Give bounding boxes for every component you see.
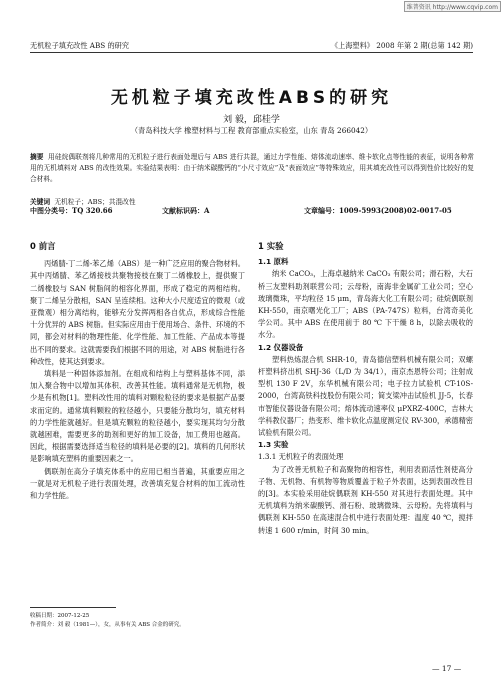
subsection-heading-materials: 1.1 原料 — [258, 257, 289, 267]
watermark: 维普资讯 http://www.cqvip.com — [404, 1, 501, 12]
paragraph: 偶联剂在高分子填充体系中的应用已相当普遍，其重要应用之一就是对无机粒子进行表面处理，改善填充复合材料的加工流动性和力学性能。 — [30, 466, 245, 501]
affiliation: （青岛科技大学 橡塑材料与工程 教育部重点实验室，山东 青岛 266042） — [130, 126, 373, 135]
paragraph: 为了改善无机粒子和高聚物的相容性，利用表面活性剂使高分子物、无机物、有机物等物质覆盖于粒子外表面，达到表面改性目的[3]。本实验采用硅烷偶联剂 KH-550 对其进行表面处理。其中无机填料为纳米碳酸钙、滑石粉、玻璃微珠、云母粉。先将填料与偶联剂 KH-550 在高速混合机中进行表面处理：温度 40 ℃，搅拌转速 1 600 r/min，时间 30 min。 — [258, 464, 473, 535]
abstract — [30, 152, 474, 185]
running-header-right: 《上海塑料》 2008 年第 2 期(总第 142 期) — [330, 41, 473, 50]
received-date: 收稿日期：2007-12-25 — [30, 613, 90, 619]
subsection-heading-equipment: 1.2 仪器设备 — [258, 342, 304, 352]
keywords — [30, 196, 136, 206]
paragraph: 塑料热炼混合机 SHR-10，青岛德信塑料机械有限公司；双螺杆塑料挤出机 SHJ-36（L/D 为 34/1），南京杰恩特公司；注射成型机 130 F 2V，东华机械有限公司；电子拉力试验机 CT-10S-2000，台湾高铁科技股份有限公司；简支梁冲击试验机 JJ-5，长春市智能仪器设备有限公司；熔体流动速率仪 μPXRZ-400C，吉林大学科教仪器厂；热变形、维卡软化点温度测定仪 RV-300，承德精密试验机有限公司。 — [258, 354, 473, 438]
paragraph: 丙烯腈-丁二烯-苯乙烯（ABS）是一种广泛应用的聚合物材料。其中丙烯腈、苯乙烯接枝共聚物接枝在聚丁二烯橡胶上，提供聚丁二烯橡胶与 SAN 树脂间的相容化界面，形成了稳定的两相结构。聚丁二烯呈分散相，SAN 呈连续相。这种大小尺度适宜的微观（或亚微观）相分离结构，能够充分发挥两相各自优点，形成综合性能十分优异的 ABS 树脂。但实际应用由于使用场合、条件、环境的不同，都会对材料的物理性能、化学性能、加工性能、产品成本等提出不同的要求。这就需要我们根据不同的用途，对 ABS 树脂进行各种改性，使其达到要求。 — [30, 259, 245, 366]
section-heading-intro: 0 前言 — [30, 241, 56, 251]
section-heading-experiment: 1 实验 — [258, 241, 284, 251]
running-header-left: 无机粒子填充改性 ABS 的研究 — [30, 41, 130, 50]
abstract-label: 摘要 — [30, 153, 44, 161]
authors: 刘 毅，邱桂学 — [223, 115, 280, 125]
abstract-text: 用硅烷偶联剂将几种常用的无机粒子进行表面处理后与 ABS 进行共混，通过力学性能、熔体流动速率、维卡软化点等性能的表征，说明各种常用的无机填料对 ABS 的改性效果。实验结果表明：由于纳米碳酸钙的“小尺寸效应”及“表面效应”等特殊效应，用其填充改性可以得到性价比较好的复合材料。 — [30, 153, 474, 183]
page-number: — 17 — — [432, 664, 462, 673]
author-bio: 作者简介：刘 毅（1981—），女，从事有关 ABS 合金的研究。 — [30, 622, 185, 628]
keywords-text: 无机粒子；ABS；共混改性 — [54, 198, 136, 206]
article-title: 无机粒子填充改性ABS的研究 — [110, 88, 393, 108]
footnote-rule — [30, 607, 116, 608]
paragraph: 填料是一种固体添加剂。在组成和结构上与塑料基体不同，添加入聚合物中以增加其体积、改善其性能。填料通常是无机物，极少是有机物[1]。塑料改性用的填料对颗粒粒径的要求是根据产品要求而定的。通常填料颗粒的粒径越小，只要能分散均匀，填充材料的力学性能就越好。但是填充颗粒的粒径越小，要实现其均匀分散就越困难，需要更多的助剂和更好的加工设备，加工费用也越高。因此，根据需要选择适当粒径的填料是必要的[2]。填料的几何形状是影响填充塑料的重要因素之一。 — [30, 369, 245, 464]
document-code: 文献标识码：A — [162, 206, 210, 215]
article-number: 文章编号：1009-5993(2008)02-0017-05 — [304, 206, 452, 215]
subsection-heading-experiment: 1.3 实验 — [258, 440, 289, 450]
subsubsection-heading-surface: 1.3.1 无机粒子的表面处理 — [258, 452, 344, 462]
keywords-label: 关键词 — [30, 198, 51, 206]
right-column — [258, 240, 473, 537]
clc-number: 中图分类号：TQ 320.66 — [30, 206, 113, 215]
header-rule — [30, 52, 473, 53]
left-column — [30, 240, 245, 502]
paragraph: 纳米 CaCO₃，上海卓越纳米 CaCO₃ 有限公司；滑石粉，大石桥三友塑料助剂联营公司；云母粉，南海非金属矿工业公司；空心玻璃微珠，平均粒径 15 μm，青岛海大化工有限公司；硅烷偶联剂 KH-550，南京曙光化工厂；ABS（PA-747S）粒料，台湾奇美化学公司。其中 ABS 在使用前于 80 ℃ 下干燥 8 h，以除去吸收的水分。 — [258, 269, 473, 340]
